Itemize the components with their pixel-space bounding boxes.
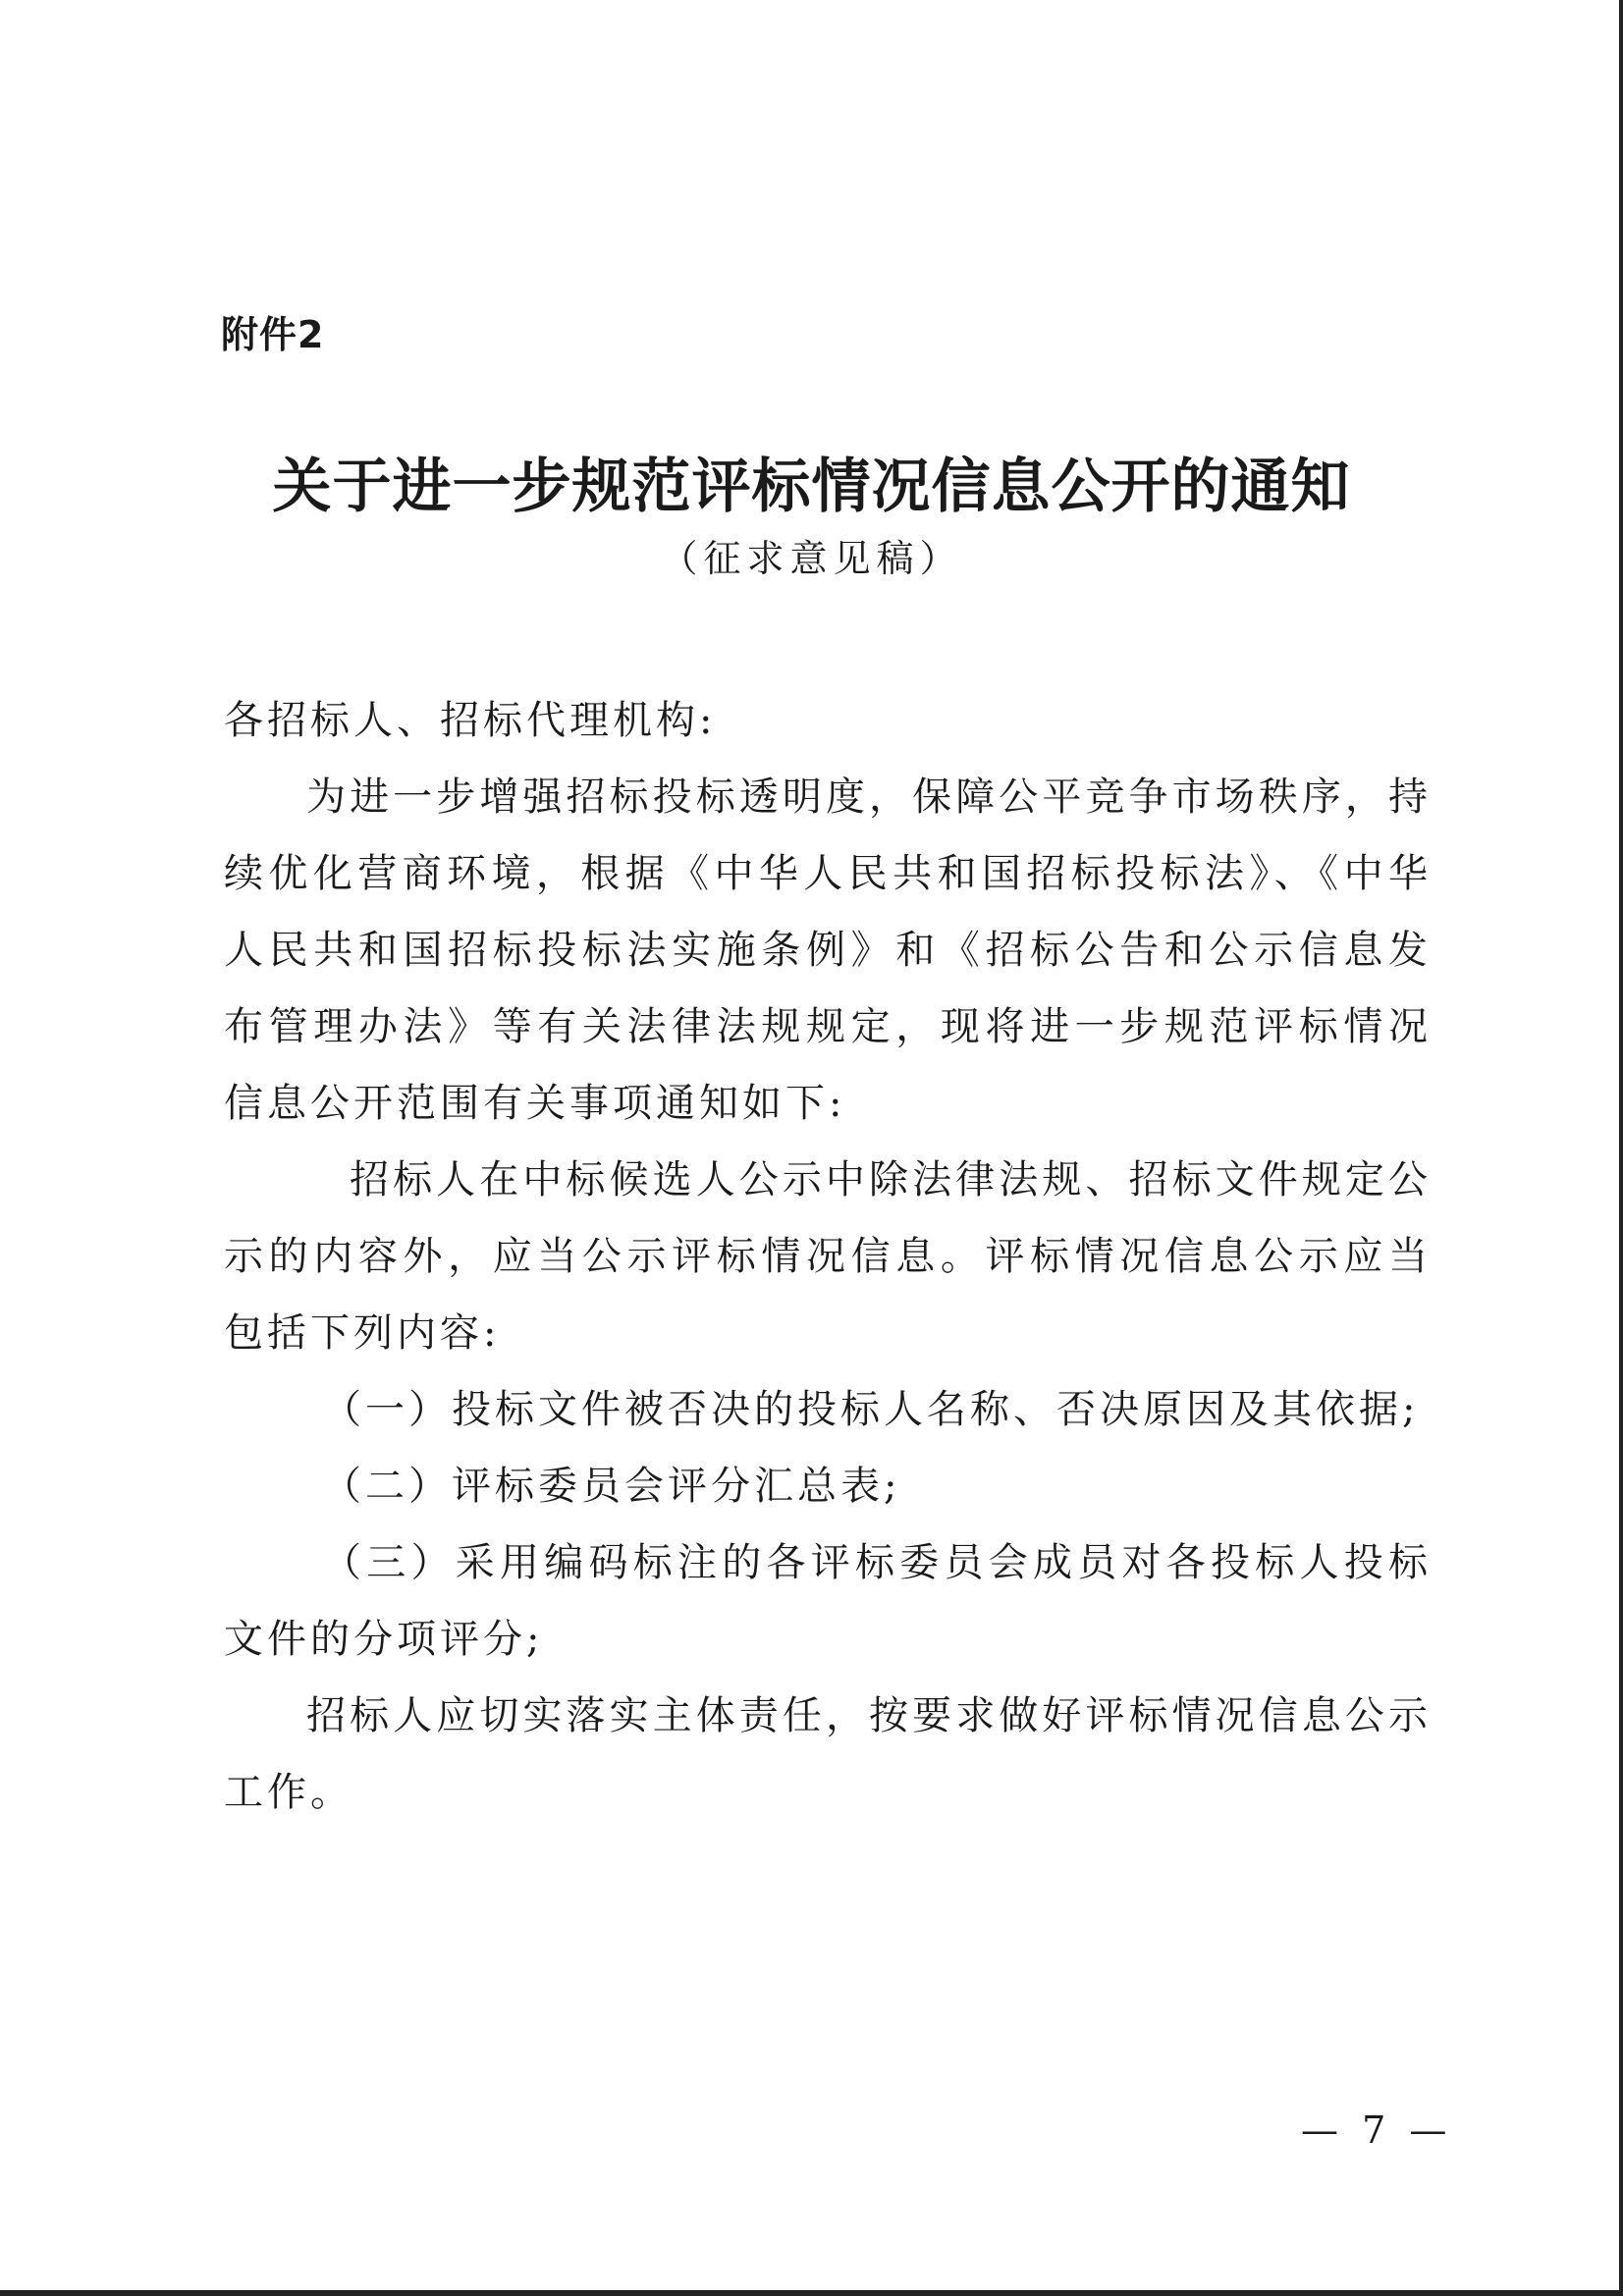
- scan-edge-bottom: [0, 2290, 1623, 2296]
- list-item: （二）评标委员会评分汇总表;: [322, 1464, 901, 1509]
- salutation: 各招标人、招标代理机构:: [224, 698, 717, 743]
- document-body: [224, 682, 1432, 1831]
- paragraph-closing: 招标人应切实落实主体责任，按要求做好评标情况信息公示工作。: [224, 1693, 1432, 1815]
- page-number: — 7 —: [1301, 2109, 1453, 2152]
- paragraph-intro: 为进一步增强招标投标透明度，保障公平竞争市场秩序，持续优化营商环境，根据《中华人民共和国招标投标法》、《中华人民共和国招标投标法实施条例》和《招标公告和公示信息发布管理办法》等有关法律法规规定，现将进一步规范评标情况信息公开范围有关事项通知如下:: [224, 774, 1432, 1126]
- attachment-label: 附件2: [221, 313, 325, 356]
- document-title: 关于进一步规范评标情况信息公开的通知: [272, 453, 1351, 521]
- scan-edge-right: [1619, 0, 1623, 2296]
- document-subtitle: （征求意见稿）: [660, 537, 963, 580]
- list-item: （三）采用编码标注的各评标委员会成员对各投标人投标文件的分项评分;: [224, 1540, 1432, 1662]
- list-item: （一）投标文件被否决的投标人名称、否决原因及其依据;: [322, 1387, 1420, 1432]
- paragraph-requirement: 招标人在中标候选人公示中除法律法规、招标文件规定公示的内容外，应当公示评标情况信息。评标情况信息公示应当包括下列内容:: [224, 1157, 1432, 1356]
